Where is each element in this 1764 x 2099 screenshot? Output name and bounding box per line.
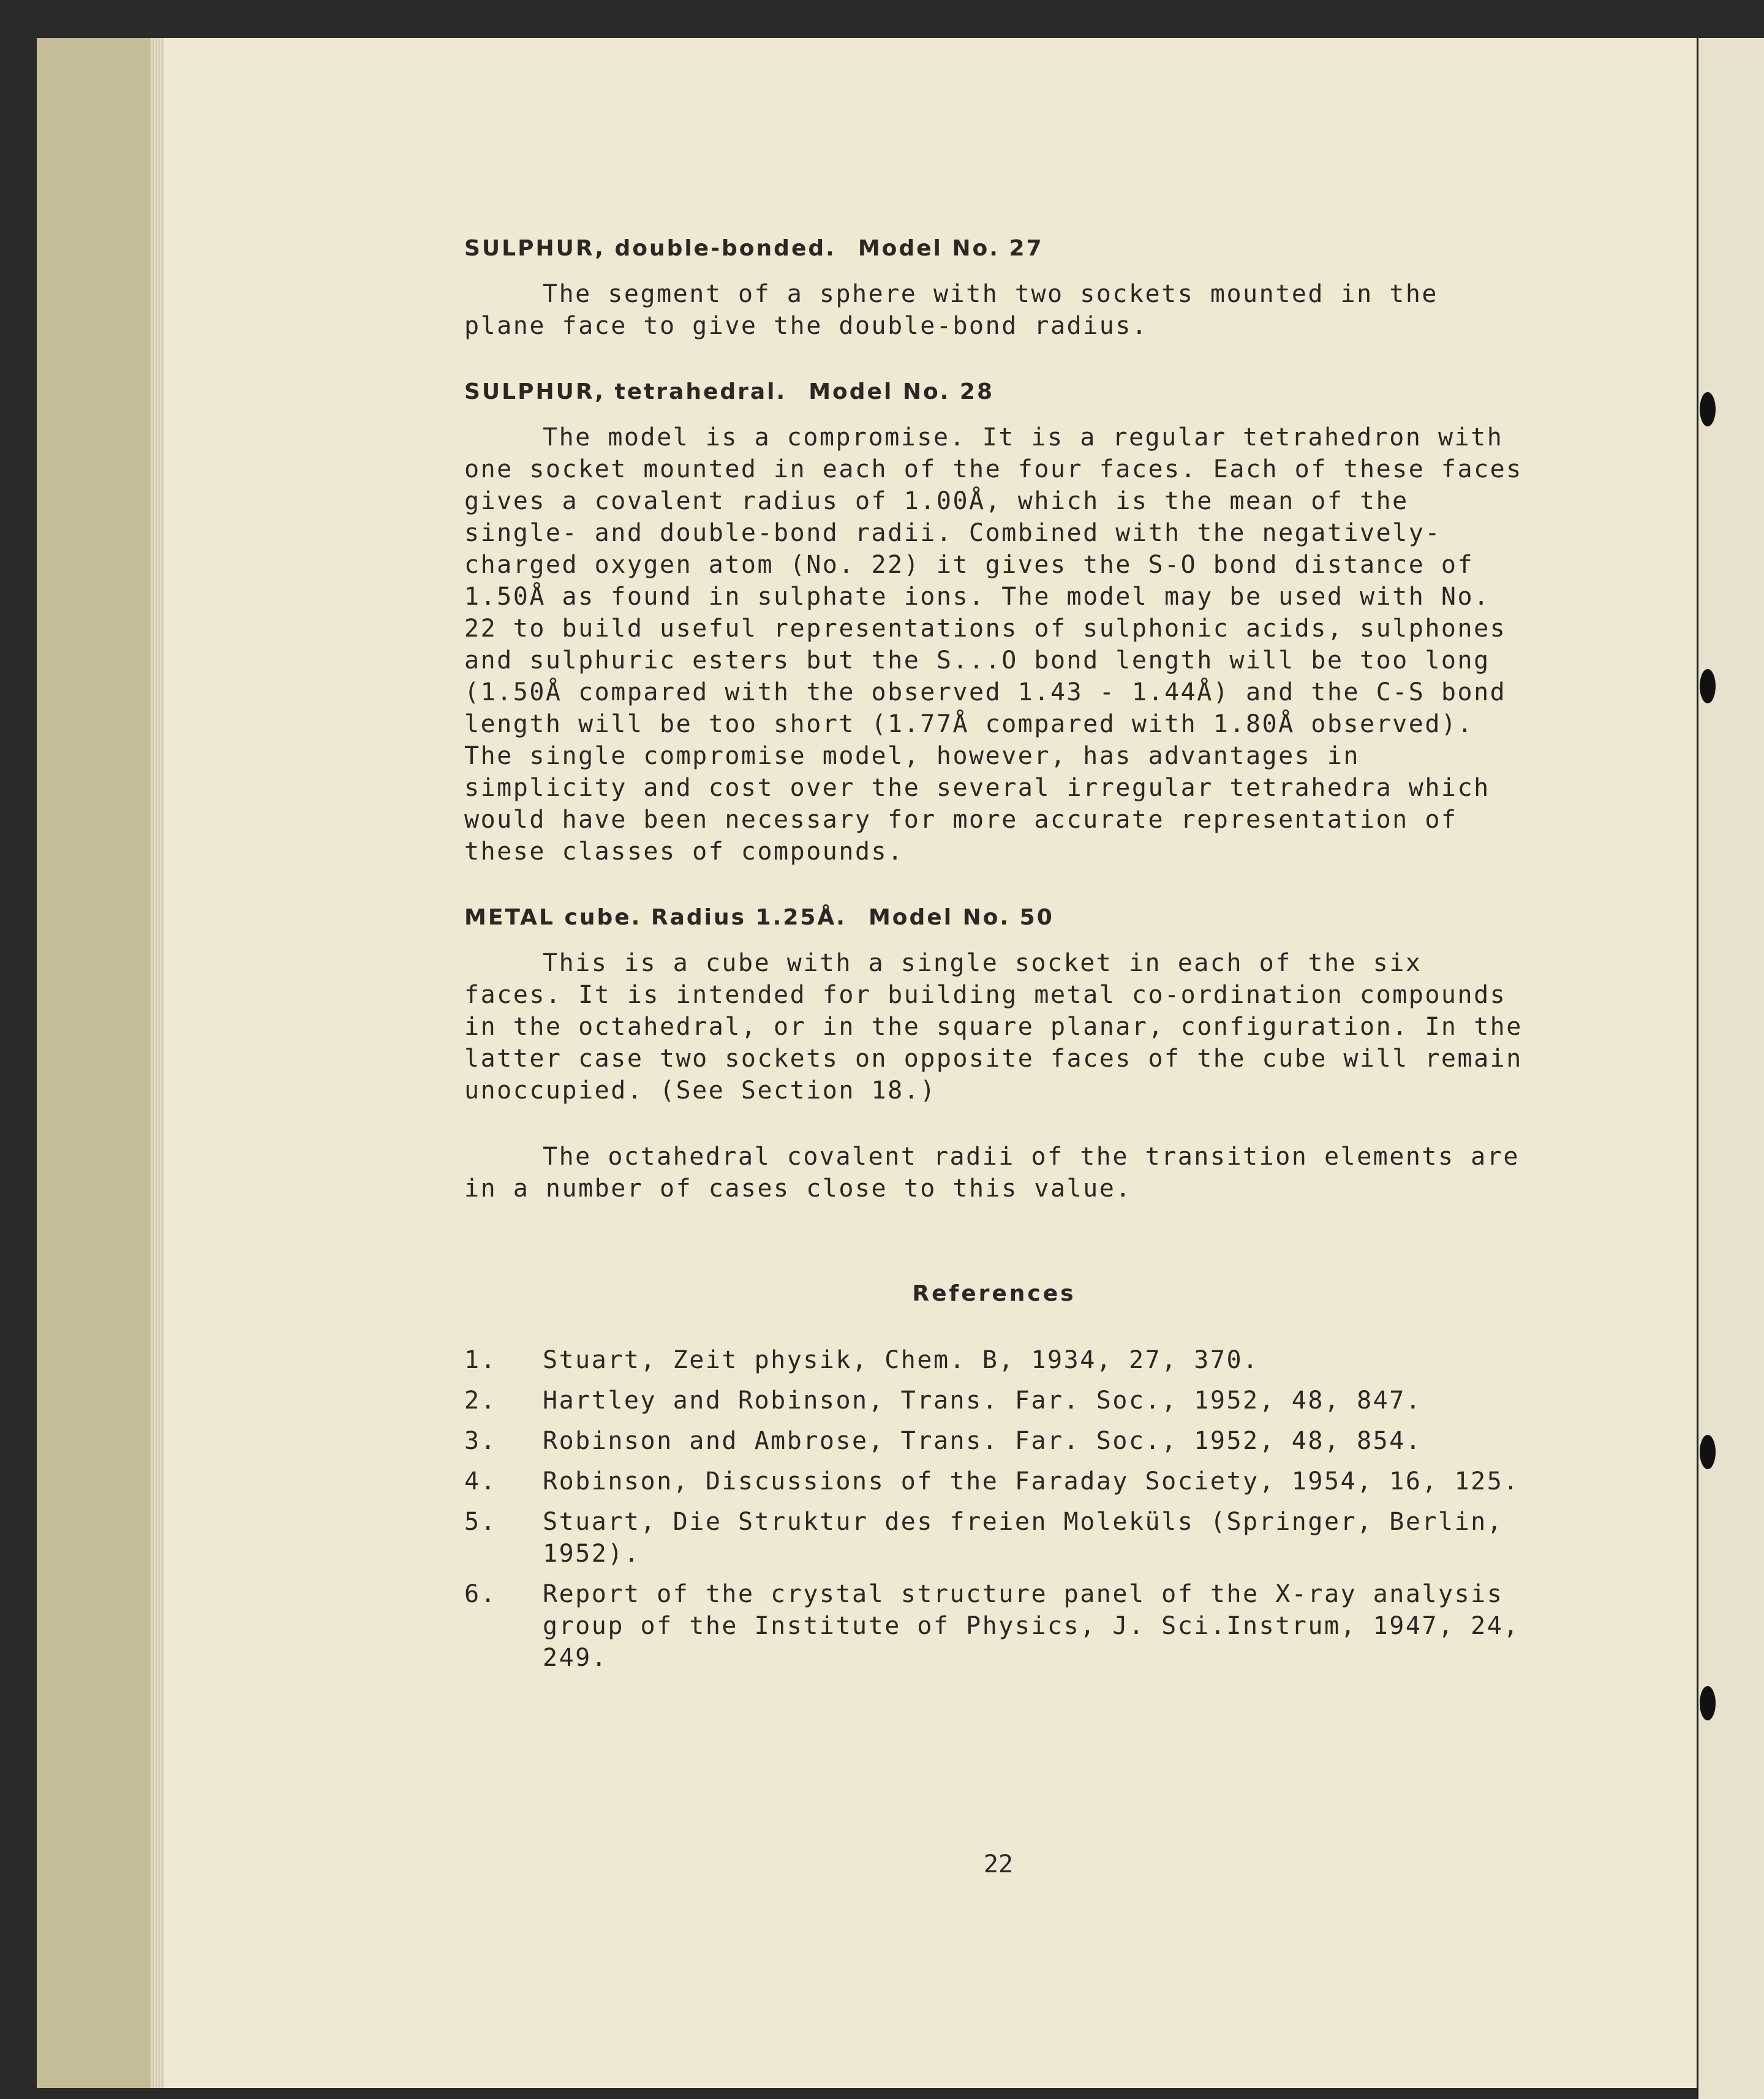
binder-hole	[1700, 1435, 1716, 1469]
reference-text: Robinson and Ambrose, Trans. Far. Soc., 1952, 48, 854.	[543, 1427, 1422, 1455]
reference-text: Stuart, Die Struktur des freien Moleküls (Springer, Berlin, 1952).	[543, 1508, 1504, 1568]
section-sulphur-tetrahedral	[464, 376, 1524, 868]
reference-text: Stuart, Zeit physik, Chem. B, 1934, 27, 370.	[543, 1346, 1259, 1374]
page-content	[464, 233, 1524, 1682]
section-heading	[464, 902, 1524, 934]
heading-model: Model No. 27	[858, 236, 1044, 261]
reference-text: Hartley and Robinson, Trans. Far. Soc., 1952, 48, 847.	[543, 1386, 1422, 1415]
next-page-edge	[1697, 38, 1764, 2099]
heading-name: SULPHUR, double-bonded.	[464, 236, 836, 261]
reference-number: 5.	[464, 1508, 497, 1536]
references-section	[464, 1278, 1524, 1674]
section-heading	[464, 233, 1524, 265]
references-list	[464, 1344, 1524, 1674]
section-paragraph: This is a cube with a single socket in each of the six faces. It is intended for building metal co-ordination compounds in the octahedral, or in the square planar, configuration. In the latter case two sockets on opposite faces of the cube will remain unoccupied. (See Section 18.)	[464, 949, 1523, 1105]
reference-number: 2.	[464, 1386, 497, 1415]
section-paragraph: The octahedral covalent radii of the transition elements are in a number of cases close to this value.	[464, 1143, 1520, 1203]
section-heading	[464, 376, 1524, 408]
binder-hole	[1700, 669, 1716, 703]
reference-number: 4.	[464, 1467, 497, 1496]
heading-model: Model No. 50	[868, 905, 1054, 930]
reference-item	[464, 1466, 1524, 1497]
heading-model: Model No. 28	[809, 379, 994, 404]
reference-item	[464, 1578, 1524, 1674]
reference-item	[464, 1385, 1524, 1416]
reference-item	[464, 1506, 1524, 1570]
section-paragraph: The model is a compromise. It is a regular tetrahedron with one socket mounted in each of the four faces. Each of these faces gives a covalent radius of 1.00Å, which is the mean of the single- and double-bond radii. Combined with the negatively-charged oxygen atom (No. 22) it gives the S-O bond distance of 1.50Å as found in sulphate ions. The model may be used with No. 22 to build useful representations of sulphonic acids, sulphones and sulphuric esters but the S...O bond length will be too long (1.50Å compared with the observed 1.43 - 1.44Å) and the C-S bond length will be too short (1.77Å compared with 1.80Å observed). The single compromise model, however, has advantages in simplicity and cost over the several irregular tetrahedra which would have been necessary for more accurate representation of these classes of compounds.	[464, 423, 1523, 866]
page-number: 22	[983, 1850, 1014, 1878]
section-sulphur-double	[464, 233, 1524, 342]
reference-text: Robinson, Discussions of the Faraday Society, 1954, 16, 125.	[543, 1467, 1520, 1496]
reference-text: Report of the crystal structure panel of the X-ray analysis group of the Institute of Physics, J. Sci.Instrum, 1947, 24, 249.	[543, 1580, 1520, 1672]
binder-board	[37, 38, 159, 2088]
references-title: References	[912, 1281, 1076, 1306]
binder-hole	[1700, 392, 1716, 426]
reference-number: 6.	[464, 1580, 497, 1608]
reference-number: 3.	[464, 1427, 497, 1455]
reference-item	[464, 1344, 1524, 1376]
reference-number: 1.	[464, 1346, 497, 1374]
binder-hole	[1700, 1686, 1716, 1720]
heading-name: METAL cube. Radius 1.25Å.	[464, 905, 846, 930]
section-metal-cube	[464, 902, 1524, 1205]
section-paragraph: The segment of a sphere with two sockets mounted in the plane face to give the double-bond radius.	[464, 280, 1439, 340]
heading-name: SULPHUR, tetrahedral.	[464, 379, 787, 404]
reference-item	[464, 1425, 1524, 1457]
